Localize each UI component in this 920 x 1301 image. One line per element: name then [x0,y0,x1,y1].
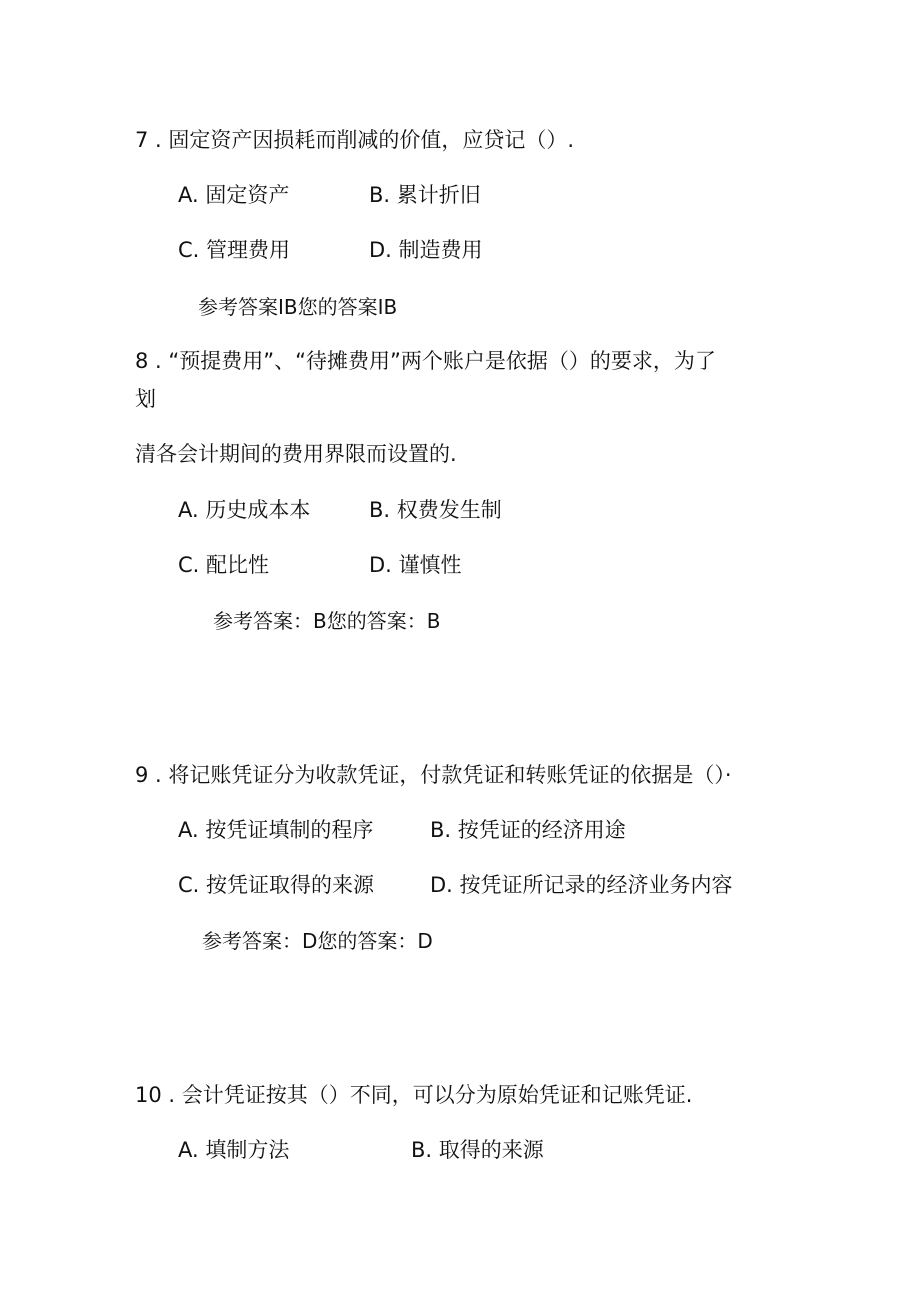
question-8-answer: 参考答案：B您的答案：B [213,609,441,633]
question-8-option-a: A. 历史成本本 [178,498,311,522]
question-10-option-a: A. 填制方法 [178,1138,290,1162]
question-8-option-b: B. 权费发生制 [369,498,502,522]
question-7-option-c: C. 管理费用 [178,238,291,262]
question-7-option-a: A. 固定资产 [178,183,290,207]
question-8-stem-line2: 划 [135,387,156,411]
question-7-option-d: D. 制造费用 [369,238,483,262]
question-8-stem-line1: 8 . “预提费用”、“待摊费用”两个账户是依据（）的要求，为了 [135,349,716,373]
question-9-option-d: D. 按凭证所记录的经济业务内容 [430,873,733,897]
question-7-option-b: B. 累计折旧 [369,183,481,207]
question-9-option-a: A. 按凭证填制的程序 [178,818,374,842]
question-9-option-b: B. 按凭证的经济用途 [430,818,626,842]
question-8-stem-line3: 清各会计期间的费用界限而设置的. [135,442,457,466]
question-10-option-b: B. 取得的来源 [411,1138,544,1162]
question-9-option-c: C. 按凭证取得的来源 [178,873,375,897]
question-9-answer: 参考答案：D您的答案：D [202,929,433,953]
question-9-stem: 9 . 将记账凭证分为收款凭证，付款凭证和转账凭证的依据是（）· [135,763,732,787]
question-7-answer: 参考答案IB您的答案IB [198,295,398,319]
question-8-option-d: D. 谨慎性 [369,553,462,577]
question-10-stem: 10 . 会计凭证按其（）不同，可以分为原始凭证和记账凭证. [135,1083,693,1107]
question-7-stem: 7 . 固定资产因损耗而削减的价值，应贷记（）. [135,128,575,152]
question-8-option-c: C. 配比性 [178,553,270,577]
